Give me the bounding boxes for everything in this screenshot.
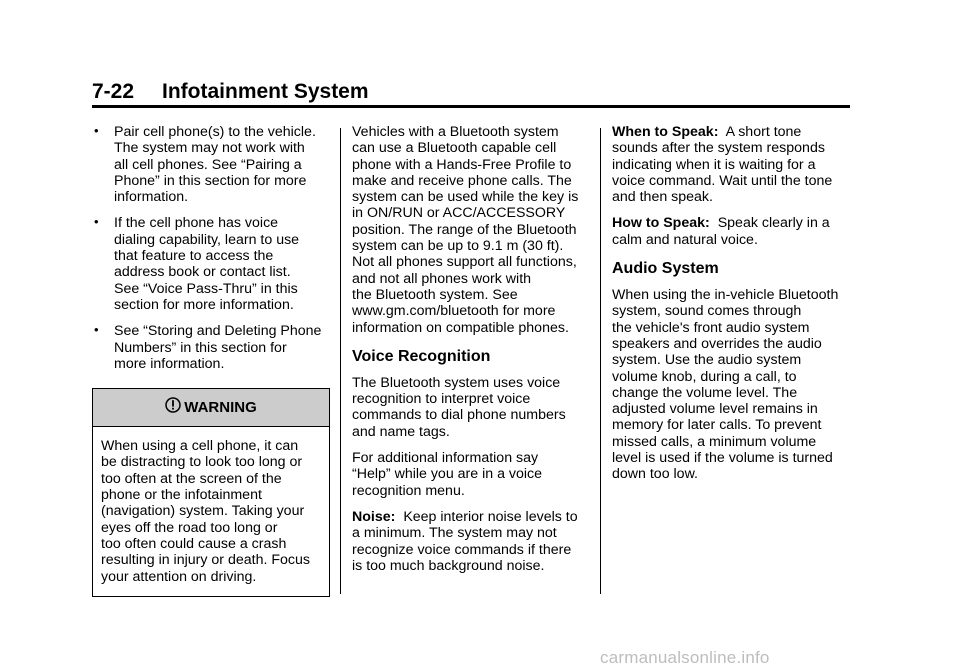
text-line: Numbers” in this section for: [114, 339, 287, 356]
text-line: Vehicles with a Bluetooth system: [352, 124, 559, 140]
text-line: resulting in injury or death. Focus: [101, 552, 310, 569]
text-line: make and receive phone calls. The: [352, 172, 572, 189]
text-line: volume knob, during a call, to: [612, 368, 797, 385]
page-header: [92, 80, 850, 104]
bullet-icon: •: [94, 214, 99, 230]
page-number: 7-22: [92, 80, 135, 103]
text-line: change the volume level. The: [612, 384, 798, 401]
bluetooth-intro-paragraph: [352, 124, 592, 336]
text-line: more information.: [114, 355, 225, 372]
text-line: (navigation) system. Taking your: [101, 503, 305, 520]
column-divider: [600, 128, 601, 594]
text-line: information.: [114, 189, 189, 206]
text-line: Not all phones support all functions,: [352, 254, 577, 271]
text-line: www.gm.com/bluetooth for more: [352, 303, 556, 320]
text-line: information on compatible phones.: [352, 319, 569, 336]
text-line: in ON/RUN or ACC/ACCESSORY: [352, 205, 566, 222]
text-line: If the cell phone has voice: [114, 215, 279, 232]
text-line: recognition to interpret voice: [352, 391, 531, 408]
text-line: phone with a Hands-Free Profile to: [352, 156, 572, 173]
text-line: The system may not work with: [114, 140, 305, 157]
voice-recognition-heading: Voice Recognition: [352, 347, 491, 365]
audio-paragraph: [612, 287, 854, 483]
text-line: For additional information say: [352, 450, 539, 467]
bullet-item: [92, 323, 332, 372]
text-line: [612, 124, 854, 140]
text-line: all cell phones. See “Pairing a: [114, 156, 302, 173]
text-line: and name tags.: [352, 423, 450, 440]
text-line: section for more information.: [114, 296, 294, 313]
text-line: missed calls, a minimum volume: [612, 433, 817, 450]
text-line: a minimum. The system may not: [352, 525, 557, 542]
text-line: voice command. Wait until the tone: [612, 172, 833, 189]
text-line: the vehicle's front audio system: [612, 319, 810, 336]
text-line: [612, 215, 854, 231]
text-line: too often at the screen of the: [101, 470, 282, 487]
text-line: system, sound comes through: [612, 303, 802, 320]
text-line: Pair cell phone(s) to the vehicle.: [114, 124, 316, 140]
text-line: Phone” in this section for more: [114, 172, 307, 189]
text-line: When using a cell phone, it can: [101, 438, 299, 455]
voice-paragraph: [352, 375, 592, 440]
text-line: eyes off the road too long or: [101, 519, 278, 536]
text-line: indicating when it is waiting for a: [612, 156, 816, 173]
text-line: position. The range of the Bluetooth: [352, 221, 577, 238]
text-line: down too low.: [612, 466, 698, 483]
text-line: be distracting to look too long or: [101, 454, 303, 471]
text-line: your attention on driving.: [101, 568, 257, 585]
text-line: See “Voice Pass-Thru” in this: [114, 280, 298, 297]
column-3: [612, 124, 854, 493]
bullet-item: [92, 215, 332, 313]
how-to-speak-paragraph: [612, 215, 854, 248]
text-line: is too much background noise.: [352, 557, 545, 574]
watermark: carmanualsonline.info: [600, 648, 770, 667]
text-line: recognition menu.: [352, 482, 465, 499]
text-line: and then speak.: [612, 189, 713, 206]
help-paragraph: [352, 450, 592, 499]
bullet-list: [92, 124, 332, 372]
text-line: system can be used while the key is: [352, 189, 579, 206]
bullet-item: [92, 124, 332, 205]
when-to-speak-label: When to Speak:: [612, 124, 719, 140]
warning-header: [93, 389, 329, 427]
column-divider: [340, 128, 341, 594]
text-line: address book or contact list.: [114, 264, 291, 281]
bullet-icon: •: [94, 322, 99, 338]
text-line: The Bluetooth system uses voice: [352, 374, 561, 391]
text-line: the Bluetooth system. See: [352, 286, 518, 303]
text-run: A short tone: [725, 124, 802, 140]
noise-label: Noise:: [352, 508, 396, 525]
when-to-speak-paragraph: [612, 124, 854, 205]
text-line: [352, 509, 592, 525]
text-line: can use a Bluetooth capable cell: [352, 140, 557, 157]
text-line: phone or the infotainment: [101, 487, 262, 504]
bullet-icon: •: [94, 123, 99, 138]
text-line: calm and natural voice.: [612, 231, 758, 248]
warning-title: WARNING: [184, 399, 257, 417]
how-to-speak-label: How to Speak:: [612, 215, 710, 232]
text-line: “Help” while you are in a voice: [352, 466, 543, 483]
text-line: When using the in-vehicle Bluetooth: [612, 287, 839, 304]
text-run: Speak clearly in a: [717, 215, 830, 232]
audio-system-heading: Audio System: [612, 260, 719, 278]
warning-body: [93, 427, 329, 596]
text-line: too often could cause a crash: [101, 535, 287, 552]
text-line: See “Storing and Deleting Phone: [114, 323, 322, 340]
warning-icon: [165, 390, 181, 427]
text-line: system. Use the audio system: [612, 352, 802, 369]
text-line: sounds after the system responds: [612, 140, 825, 157]
text-run: Keep interior noise levels to: [403, 508, 578, 525]
text-line: dialing capability, learn to use: [114, 231, 300, 248]
text-line: that feature to access the: [114, 248, 274, 265]
text-line: system can be up to 9.1 m (30 ft).: [352, 238, 564, 255]
noise-paragraph: [352, 509, 592, 574]
text-line: and not all phones work with: [352, 270, 532, 287]
column-2: [352, 124, 592, 584]
text-line: commands to dial phone numbers: [352, 407, 566, 424]
text-line: adjusted volume level remains in: [612, 401, 818, 418]
section-title: Infotainment System: [162, 80, 369, 103]
text-line: memory for later calls. To prevent: [612, 417, 822, 434]
text-line: recognize voice commands if there: [352, 541, 572, 558]
text-line: level is used if the volume is turned: [612, 450, 833, 467]
header-rule: [92, 105, 850, 108]
warning-box: [92, 388, 330, 597]
column-1: [92, 124, 332, 597]
text-line: speakers and overrides the audio: [612, 335, 822, 352]
